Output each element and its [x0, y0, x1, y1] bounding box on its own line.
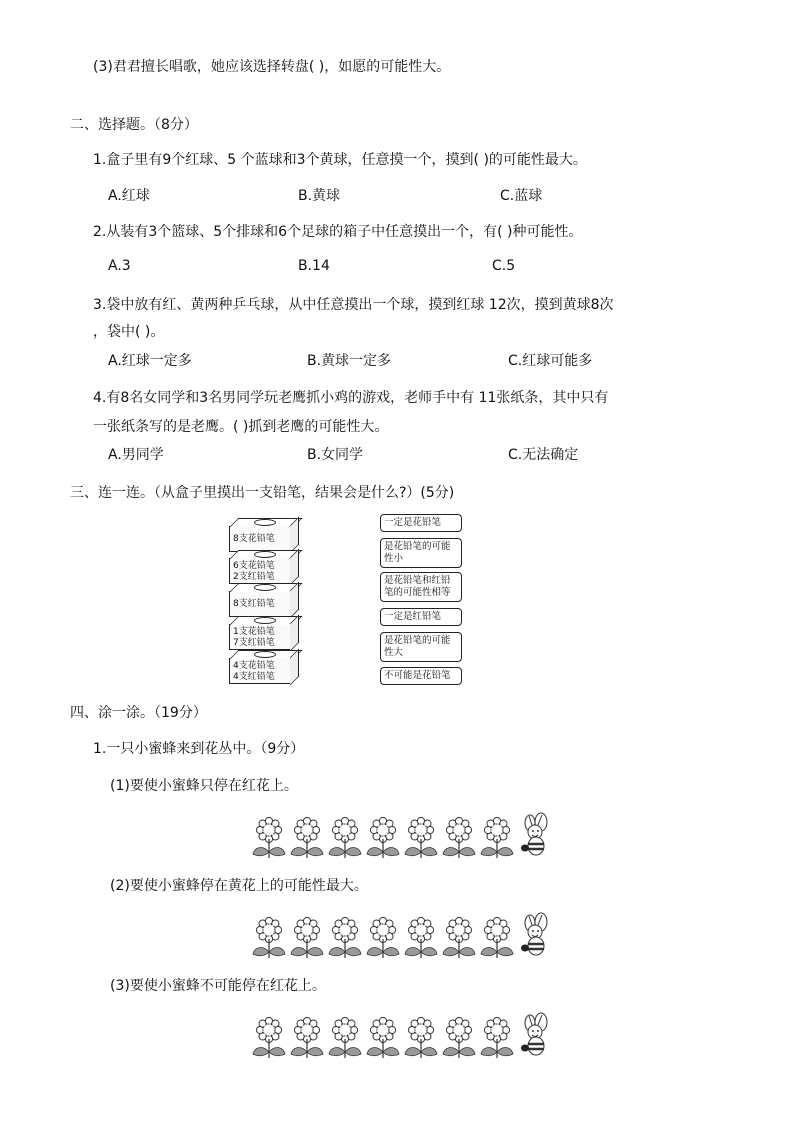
part-1-text: (1)要使小蜜蜂只停在红花上。 [110, 778, 298, 794]
box-label: 8支红铅笔 [233, 599, 275, 609]
section-2-title: 二、选择题。（8分） [70, 117, 198, 133]
box-label: 1支花铅笔 [233, 627, 275, 637]
flower-icon[interactable] [250, 916, 288, 960]
option-a: A.红球 [108, 188, 150, 204]
flower-icon[interactable] [326, 916, 364, 960]
option-b: B.女同学 [307, 447, 364, 463]
flower-icon[interactable] [288, 1016, 326, 1060]
flower-icon[interactable] [440, 1016, 478, 1060]
flower-icon[interactable] [402, 916, 440, 960]
flower-icon[interactable] [364, 1016, 402, 1060]
flower-icon[interactable] [250, 1016, 288, 1060]
flower-icon[interactable] [402, 816, 440, 860]
option-a: A.男同学 [108, 447, 164, 463]
option-a: A.红球一定多 [108, 353, 192, 369]
pencil-box [229, 658, 291, 684]
flower-icon[interactable] [440, 816, 478, 860]
flower-icon[interactable] [326, 816, 364, 860]
result-card: 不可能是花铅笔 [380, 667, 462, 685]
option-b: B.黄球一定多 [307, 353, 392, 369]
flower-row-1 [250, 810, 554, 860]
flower-row-2 [250, 910, 554, 960]
question-1-text: 1.盒子里有9个红球、5 个蓝球和3个黄球，任意摸一个，摸到( )的可能性最大。 [93, 152, 587, 168]
flower-icon[interactable] [250, 816, 288, 860]
result-card: 一定是花铅笔 [380, 514, 462, 532]
part-3-text: (3)要使小蜜蜂不可能停在红花上。 [110, 978, 326, 994]
box-label: 4支红铅笔 [233, 672, 275, 682]
question-2-text: 2.从装有3个篮球、5个排球和6个足球的箱子中任意摸出一个，有( )种可能性。 [93, 224, 583, 240]
box-label: 8支花铅笔 [233, 534, 275, 544]
flower-icon[interactable] [440, 916, 478, 960]
question-4-text: 4.有8名女同学和3名男同学玩老鹰抓小鸡的游戏，老师手中有 11张纸条，其中只有 [93, 390, 609, 406]
question-4-text-cont: 一张纸条写的是老鹰。( )抓到老鹰的可能性大。 [93, 419, 389, 435]
box-label: 6支花铅笔 [233, 561, 275, 571]
result-card: 是花铅笔的可能性大 [380, 632, 462, 662]
section-3-title: 三、连一连。（从盒子里摸出一支铅笔，结果会是什么?）(5分) [70, 485, 455, 501]
result-card: 一定是红铅笔 [380, 608, 462, 626]
question-1-text: 1.一只小蜜蜂来到花丛中。（9分） [93, 741, 305, 757]
flower-icon[interactable] [478, 1016, 516, 1060]
flower-row-3 [250, 1010, 554, 1060]
flower-icon[interactable] [364, 916, 402, 960]
option-b: B.14 [298, 258, 330, 274]
option-a: A.3 [108, 258, 131, 274]
pencil-box [229, 624, 291, 650]
box-label: 2支红铅笔 [233, 572, 275, 582]
flower-icon[interactable] [402, 1016, 440, 1060]
result-card: 是花铅笔和红铅笔的可能性相等 [380, 572, 462, 602]
question-3-text: 3.袋中放有红、黄两种乒乓球，从中任意摸出一个球，摸到红球 12次，摸到黄球8次 [93, 297, 614, 313]
result-card: 是花铅笔的可能性小 [380, 538, 462, 568]
bee-icon [518, 810, 554, 860]
flower-icon[interactable] [478, 916, 516, 960]
question-3-line: (3)君君擅长唱歌，她应该选择转盘( )，如愿的可能性大。 [93, 59, 451, 75]
box-label: 4支花铅笔 [233, 661, 275, 671]
flower-icon[interactable] [326, 1016, 364, 1060]
question-3-text-cont: ，袋中( )。 [93, 324, 165, 340]
option-c: C.5 [492, 258, 516, 274]
pencil-box [229, 526, 291, 552]
pencil-box [229, 558, 291, 584]
section-4-title: 四、涂一涂。（19分） [70, 705, 207, 721]
bee-icon [518, 1010, 554, 1060]
bee-icon [518, 910, 554, 960]
flower-icon[interactable] [478, 816, 516, 860]
option-c: C.无法确定 [508, 447, 579, 463]
option-c: C.红球可能多 [508, 353, 593, 369]
pencil-box [229, 591, 291, 617]
option-c: C.蓝球 [500, 188, 543, 204]
flower-icon[interactable] [288, 816, 326, 860]
option-b: B.黄球 [298, 188, 341, 204]
part-2-text: (2)要使小蜜蜂停在黄花上的可能性最大。 [110, 878, 368, 894]
flower-icon[interactable] [364, 816, 402, 860]
flower-icon[interactable] [288, 916, 326, 960]
box-label: 7支红铅笔 [233, 638, 275, 648]
